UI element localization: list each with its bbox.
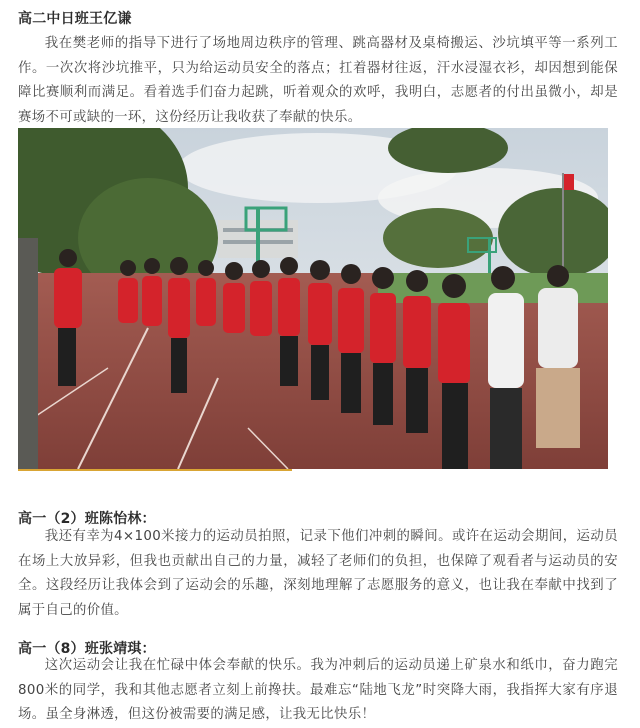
- section-paragraph: 这次运动会让我在忙碌中体会奉献的快乐。我为冲刺后的运动员递上矿泉水和纸巾，奋力跑完800米的同学，我和其他志愿者立刻上前搀扶。最难忘“陆地飞龙”时突降大雨，我指挥大家有序退场。虽全身淋透，但这份被需要的满足感，让我无比快乐！: [18, 658, 618, 723]
- section-heading: 高一（2）班陈怡林：: [18, 511, 156, 527]
- section-heading: 高一（8）班张靖琪：: [18, 641, 156, 657]
- section-paragraph: 我还有幸为4×100米接力的运动员拍照，记录下他们冲刺的瞬间。或许在运动会期间，运动员在场上大放异彩，但我也贡献出自己的力量，减轻了老师们的负担，也保障了观看者与运动员的安全。这段经历让我体会到了运动会的乐趣，深刻地理解了志愿服务的意义，也让我在奉献中找到了属于自己的价值。: [18, 529, 618, 618]
- section-paragraph: 我在樊老师的指导下进行了场地周边秩序的管理、跳高器材及桌椅搬运、沙坑填平等一系列工作。一次次将沙坑推平，只为给运动员安全的落点；扛着器材往返，汗水浸湿衣衫，却因想到能保障比赛顺利而满足。看着选手们奋力起跳，听着观众的欢呼，我明白，志愿者的付出虽微小，却是赛场不可或缺的一环，这份经历让我收获了奉献的快乐。: [18, 36, 618, 125]
- section-heading: 高二中日班王亿谦: [18, 11, 132, 27]
- photo-accent-line: [18, 469, 292, 471]
- volunteer-group-photo: [18, 128, 608, 469]
